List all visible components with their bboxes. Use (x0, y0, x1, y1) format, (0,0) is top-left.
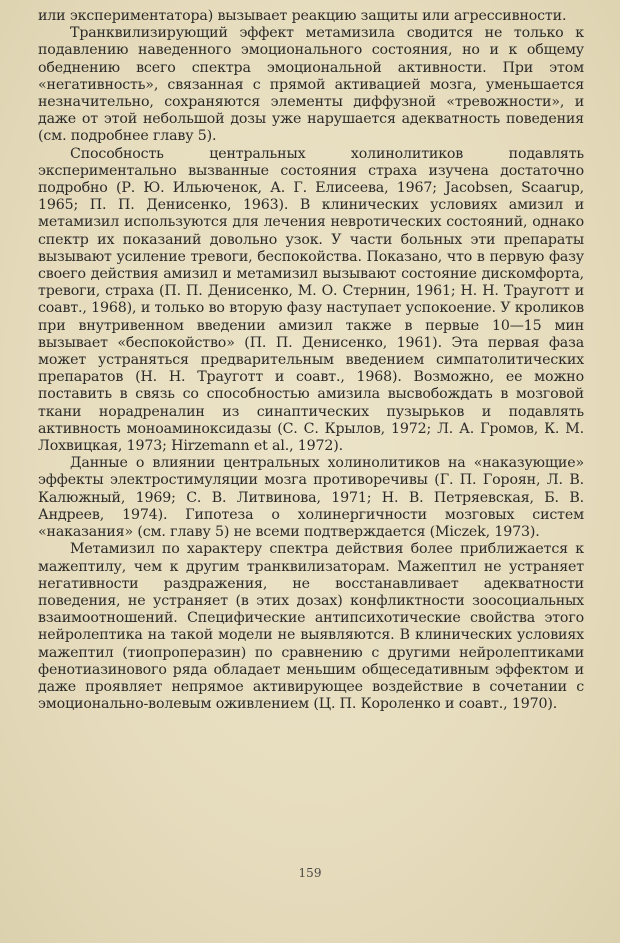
body-text (38, 8, 584, 713)
paragraph-2: Транквилизирующий эффект метамизила сводится не только к подавлению наведенного эмоционального состояния, но и к общему обеднению всего спектра эмоциональной активности. При этом «негативность», связанная с прямой активацией мозга, уменьшается незначительно, сохраняются элементы диффузной «тревожности», и даже от этой небольшой дозы уже нарушается адекватность поведения (см. подробнее главу 5). (38, 25, 584, 145)
paragraph-4: Данные о влиянии центральных холинолитиков на «наказующие» эффекты электростимуляции мозга противоречивы (Г. П. Гороян, Л. В. Калюжный, 1969; С. В. Литвинова, 1971; Н. В. Петряевская, Б. В. Андреев, 1974). Гипотеза о холинергичности мозговых систем «наказания» (см. главу 5) не всеми подтверждается (Miczek, 1973). (38, 455, 584, 541)
paragraph-5: Метамизил по характеру спектра действия более приближается к мажептилу, чем к другим транквилизаторам. Мажептил не устраняет негативности раздражения, не восстанавливает адекватности поведения, не устраняет (в этих дозах) конфликтности зоосоциальных взаимоотношений. Специфические антипсихотические свойства этого нейролептика на такой модели не выявляются. В клинических условиях мажептил (тиопроперазин) по сравнению с другими нейролептиками фенотиазинового ряда обладает меньшим общеседативным эффектом и даже проявляет непрямое активирующее воздействие в сочетании с эмоционально-волевым оживлением (Ц. П. Короленко и соавт., 1970). (38, 541, 584, 713)
paragraph-3: Способность центральных холинолитиков подавлять экспериментально вызванные состояния страха изучена достаточно подробно (Р. Ю. Ильюченок, А. Г. Елисеева, 1967; Jacobsen, Scaarup, 1965; П. П. Денисенко, 1963). В клинических условиях амизил и метамизил используются для лечения невротических состояний, однако спектр их показаний довольно узок. У части больных эти препараты вызывают усиление тревоги, беспокойства. Показано, что в первую фазу своего действия амизил и метамизил вызывают состояние дискомфорта, тревоги, страха (П. П. Денисенко, М. О. Стернин, 1961; Н. Н. Трауготт и соавт., 1968), и только во вторую фазу наступает успокоение. У кроликов при внутривенном введении амизил также в первые 10—15 мин вызывает «беспокойство» (П. П. Денисенко, 1961). Эта первая фаза может устраняться предварительным введением симпатолитических препаратов (Н. Н. Трауготт и соавт., 1968). Возможно, ее можно поставить в связь со способностью амизила высвобождать в мозговой ткани норадреналин из синаптических пузырьков и подавлять активность моноаминоксидазы (С. С. Крылов, 1972; Л. А. Громов, К. М. Лохвицкая, 1973; Hirzemann et al., 1972). (38, 145, 584, 455)
page-number: 159 (298, 866, 322, 880)
paragraph-1: или экспериментатора) вызывает реакцию защиты или агрессивности. (38, 8, 567, 24)
